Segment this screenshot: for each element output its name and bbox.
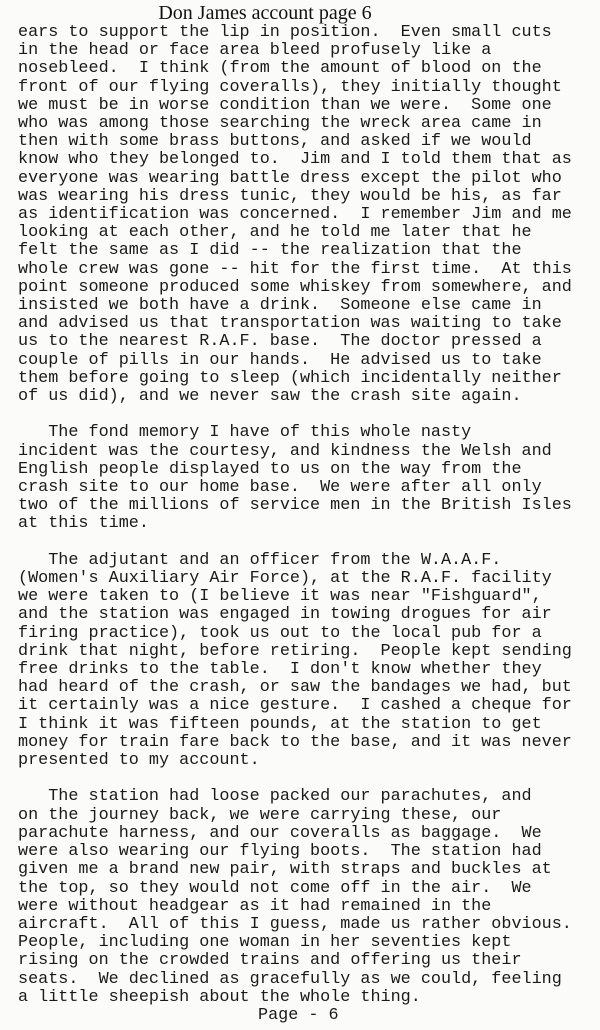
text-line: The station had loose packed our parachutes, and xyxy=(18,787,532,807)
text-line: everyone was wearing battle dress except the pilot who xyxy=(18,168,562,188)
text-line: the top, so they would not come off in the air. We xyxy=(18,878,532,898)
page-title: Don James account page 6 xyxy=(158,2,372,24)
text-line: People, including one woman in her seventies kept xyxy=(18,933,512,953)
text-line: crash site to our home base. We were after all only xyxy=(18,478,542,498)
text-line: us to the nearest R.A.F. base. The doctor pressed a xyxy=(18,332,542,352)
text-line: a little sheepish about the whole thing. xyxy=(18,987,421,1007)
text-line: The fond memory I have of this whole nasty xyxy=(18,423,472,443)
text-line: at this time. xyxy=(18,514,149,534)
text-line: were without headgear as it had remained in the xyxy=(18,896,492,916)
text-line: know who they belonged to. Jim and I told them that as xyxy=(18,150,572,170)
text-line: free drinks to the table. I don't know whether they xyxy=(18,660,542,680)
text-line: rising on the crowded trains and offering us their xyxy=(18,951,522,971)
text-line: English people displayed to us on the way from the xyxy=(18,459,522,479)
text-line: as identification was concerned. I remember Jim and me xyxy=(18,205,572,225)
text-line: looking at each other, and he told me later that he xyxy=(18,223,532,243)
text-line: money for train fare back to the base, and it was never xyxy=(18,732,572,752)
text-line: incident was the courtesy, and kindness the Welsh and xyxy=(18,441,552,461)
paragraph xyxy=(18,424,572,533)
text-line: and the station was engaged in towing drogues for air xyxy=(18,605,552,625)
paragraph xyxy=(18,24,572,406)
page-number: Page - 6 xyxy=(258,1006,339,1025)
text-line: we must be in worse condition than we were. Some one xyxy=(18,95,552,115)
text-line: felt the same as I did -- the realization that the xyxy=(18,241,522,261)
text-line: The adjutant and an officer from the W.A.A.F. xyxy=(18,550,502,570)
text-line: firing practice), took us out to the local pub for a xyxy=(18,623,542,643)
text-line: (Women's Auxiliary Air Force), at the R.A.F. facility xyxy=(18,569,552,589)
text-line: presented to my account. xyxy=(18,751,260,771)
text-line: insisted we both have a drink. Someone else came in xyxy=(18,296,542,316)
text-line: on the journey back, we were carrying these, our xyxy=(18,805,502,825)
text-line: was wearing his dress tunic, they would be his, as far xyxy=(18,186,562,206)
text-line: had heard of the crash, or saw the bandages we had, but xyxy=(18,678,572,698)
text-line: them before going to sleep (which incidentally neither xyxy=(18,368,562,388)
text-line: whole crew was gone -- hit for the first time. At this xyxy=(18,259,572,279)
text-line: two of the millions of service men in the British Isles xyxy=(18,496,572,516)
text-line: drink that night, before retiring. People kept sending xyxy=(18,641,572,661)
text-line: point someone produced some whiskey from somewhere, and xyxy=(18,277,572,297)
text-line: and advised us that transportation was waiting to take xyxy=(18,314,562,334)
text-line: nosebleed. I think (from the amount of blood on the xyxy=(18,59,542,79)
text-line: given me a brand new pair, with straps and buckles at xyxy=(18,860,552,880)
text-line: parachute harness, and our coveralls as baggage. We xyxy=(18,823,542,843)
text-line: it certainly was a nice gesture. I cashed a cheque for xyxy=(18,696,572,716)
text-line: seats. We declined as gracefully as we could, feeling xyxy=(18,969,562,989)
text-line: ears to support the lip in position. Even small cuts xyxy=(18,23,552,42)
text-line: aircraft. All of this I guess, made us rather obvious. xyxy=(18,914,572,934)
text-line: we were taken to (I believe it was near "Fishguard", xyxy=(18,587,542,607)
text-line: front of our flying coveralls), they initially thought xyxy=(18,77,562,97)
text-line: I think it was fifteen pounds, at the station to get xyxy=(18,714,542,734)
text-line: of us did), and we never saw the crash site again. xyxy=(18,387,522,407)
document-body xyxy=(18,24,572,1025)
text-line: couple of pills in our hands. He advised us to take xyxy=(18,350,542,370)
text-line: were also wearing our flying boots. The station had xyxy=(18,842,542,862)
paragraph xyxy=(18,788,572,1006)
text-line: who was among those searching the wreck area came in xyxy=(18,114,542,134)
text-line: then with some brass buttons, and asked if we would xyxy=(18,132,532,152)
text-line: in the head or face area bleed profusely like a xyxy=(18,41,492,61)
paragraph xyxy=(18,552,572,770)
